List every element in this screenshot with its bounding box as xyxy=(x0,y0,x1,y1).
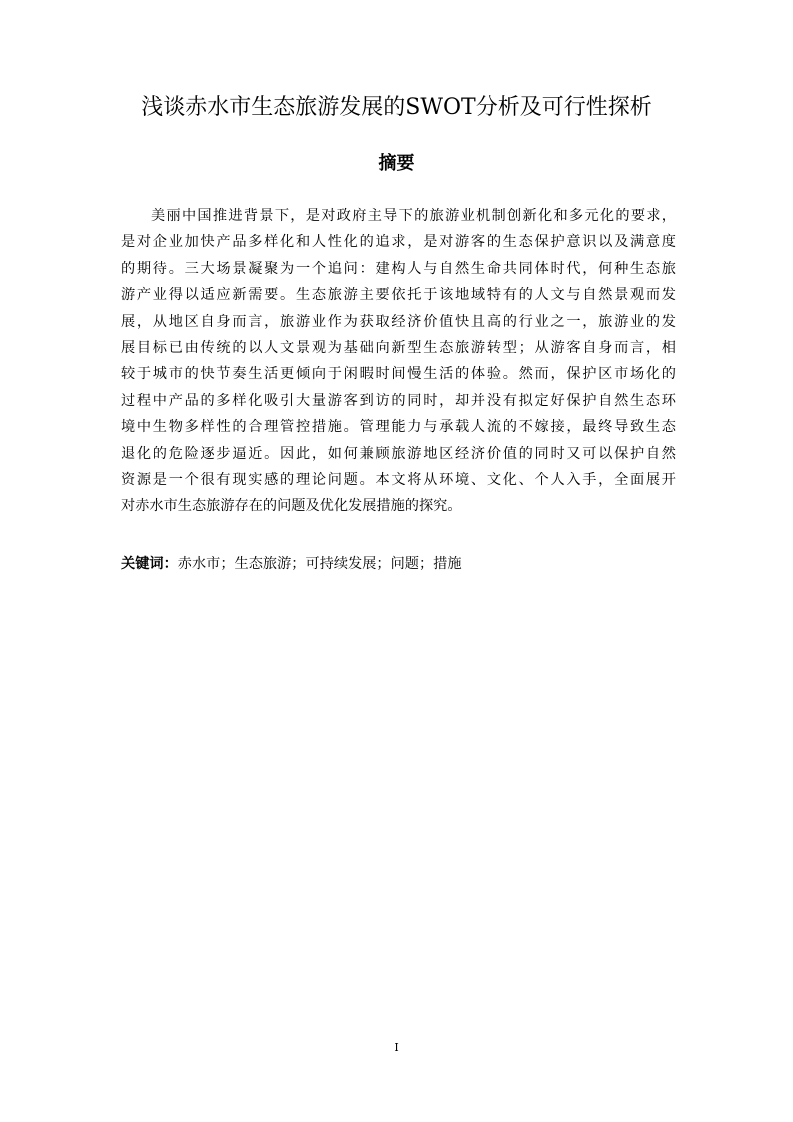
abstract-line: 境中生物多样性的合理管控措施。管理能力与承载人流的不嫁接，最终导致生态 xyxy=(121,419,676,436)
abstract-line: 退化的危险逐步逼近。因此，如何兼顾旅游地区经济价值的同时又可以保护自然 xyxy=(121,445,676,462)
page-number: I xyxy=(394,1041,399,1054)
abstract-line: 对赤水市生态旅游存在的问题及优化发展措施的探究。 xyxy=(121,498,462,515)
abstract-line: 游产业得以适应新需要。生态旅游主要依托于该地域特有的人文与自然景观而发 xyxy=(121,287,676,304)
keywords-label: 关键词： xyxy=(121,556,178,572)
abstract-line: 美丽中国推进背景下，是对政府主导下的旅游业机制创新化和多元化的要求， xyxy=(151,208,676,224)
abstract-line: 是对企业加快产品多样化和人性化的追求，是对游客的生态保护意识以及满意度 xyxy=(121,234,676,251)
abstract-line: 展目标已由传统的以人文景观为基础向新型生态旅游转型；从游客自身而言，相 xyxy=(121,340,676,357)
keywords xyxy=(121,551,462,577)
abstract-heading: 摘要 xyxy=(378,153,415,174)
abstract-line: 展，从地区自身而言，旅游业作为获取经济价值快且高的行业之一，旅游业的发 xyxy=(121,313,676,330)
abstract-line: 资源是一个很有现实感的理论问题。本文将从环境、文化、个人入手，全面展开 xyxy=(121,472,676,489)
keywords-text: 赤水市；生态旅游；可持续发展；问题；措施 xyxy=(177,556,462,572)
paper-title: 浅谈赤水市生态旅游发展的SWOT分析及可行性探析 xyxy=(141,95,652,120)
abstract-body xyxy=(121,203,676,520)
abstract-line: 较于城市的快节奏生活更倾向于闲暇时间慢生活的体验。然而，保护区市场化的 xyxy=(121,366,676,383)
abstract-line: 过程中产品的多样化吸引大量游客到访的同时，却并没有拟定好保护自然生态环 xyxy=(121,392,676,409)
abstract-line: 的期待。三大场景凝聚为一个追问：建构人与自然生命共同体时代，何种生态旅 xyxy=(121,260,676,277)
